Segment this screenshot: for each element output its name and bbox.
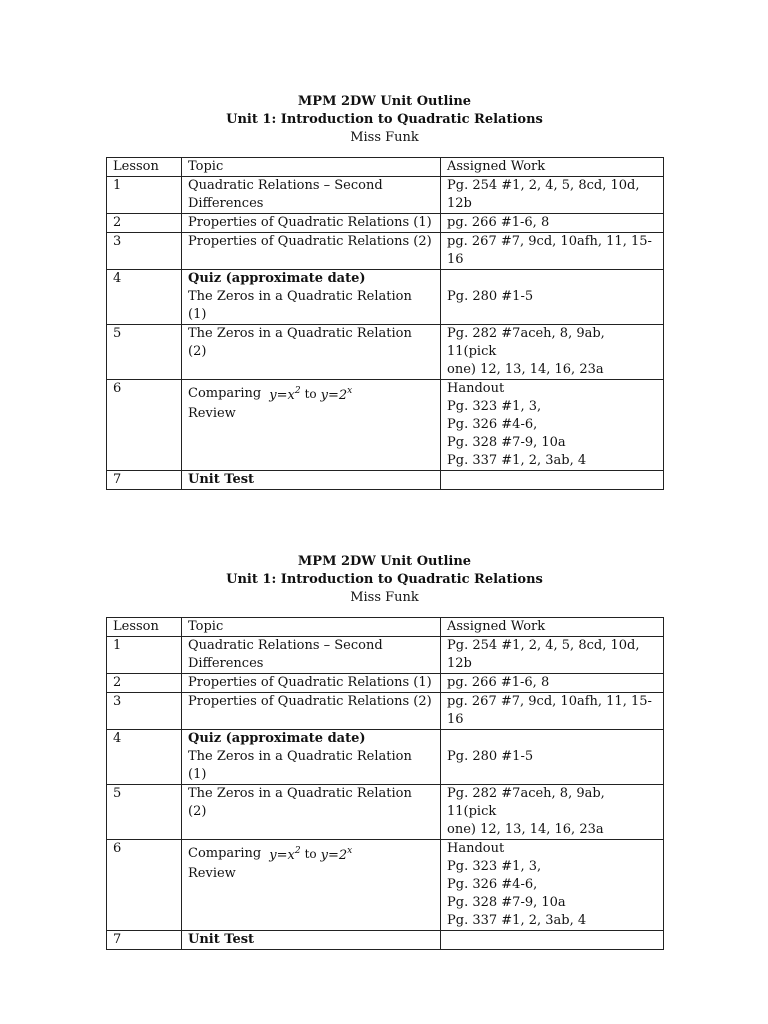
assigned-work: Pg. 254 #1, 2, 4, 5, 8cd, 10d, 12b: [441, 177, 664, 214]
header-assigned-work: Assigned Work: [441, 618, 664, 637]
table-row: [107, 233, 664, 270]
assigned-work: Pg. 326 #4-6,: [447, 417, 538, 432]
exponential-equation: $y=2^x$: [320, 386, 353, 403]
header-topic: Topic: [182, 158, 441, 177]
assigned-work: Pg. 282 #7aceh, 8, 9ab, 11(pick: [447, 326, 605, 359]
unit-outline-2: [106, 553, 663, 950]
assigned-work: Pg. 337 #1, 2, 3ab, 4: [447, 913, 587, 928]
assigned-work: pg. 267 #7, 9cd, 10afh, 11, 15-: [447, 234, 652, 249]
lesson-number: 2: [107, 214, 182, 233]
review-label: Review: [188, 406, 236, 421]
assigned-work: Pg. 326 #4-6,: [447, 877, 538, 892]
table-header-row: [107, 158, 664, 177]
teacher-name: Miss Funk: [350, 130, 419, 145]
comparison-equation: [188, 382, 434, 405]
table-row: [107, 637, 664, 674]
to-label: to: [304, 846, 317, 861]
table-header-row: [107, 618, 664, 637]
table-row: [107, 674, 664, 693]
assigned-work: [441, 471, 664, 490]
assigned-work: one) 12, 13, 14, 16, 23a: [447, 822, 604, 837]
lesson-number: 7: [107, 471, 182, 490]
topic-text: Properties of Quadratic Relations (2): [182, 693, 441, 730]
lesson-number: 4: [107, 270, 182, 325]
comparing-label: Comparing: [188, 845, 262, 861]
header-topic: Topic: [182, 618, 441, 637]
unit-title: Unit 1: Introduction to Quadratic Relations: [226, 112, 543, 127]
assigned-work: [441, 931, 664, 950]
topic-cell: [182, 730, 441, 785]
unit-test-label: Unit Test: [182, 471, 441, 490]
outline-title: MPM 2DW Unit Outline: [297, 94, 472, 109]
header-assigned-work: Assigned Work: [441, 158, 664, 177]
lesson-number: 1: [107, 637, 182, 674]
assigned-work: Pg. 328 #7-9, 10a: [447, 435, 566, 450]
topic-text: The Zeros in a Quadratic Relation (2): [182, 785, 441, 840]
lesson-number: 3: [107, 233, 182, 270]
table-row: [107, 214, 664, 233]
lesson-number: 5: [107, 785, 182, 840]
topic-cell: [182, 637, 441, 674]
assigned-work: one) 12, 13, 14, 16, 23a: [447, 362, 604, 377]
topic-cell: [182, 840, 441, 931]
assigned-work: Pg. 280 #1-5: [447, 289, 534, 304]
topic-text: The Zeros in a Quadratic Relation (1): [188, 749, 412, 782]
quadratic-equation: $y=x^2$: [269, 386, 301, 403]
lesson-number: 3: [107, 693, 182, 730]
header-lesson: Lesson: [107, 618, 182, 637]
assigned-work-cell: [441, 730, 664, 785]
lesson-number: 6: [107, 840, 182, 931]
quiz-label: Quiz (approximate date): [188, 271, 366, 286]
assigned-work: pg. 266 #1-6, 8: [441, 214, 664, 233]
assigned-work: pg. 267 #7, 9cd, 10afh, 11, 15-: [447, 694, 652, 709]
quadratic-equation: $y=x^2$: [269, 846, 301, 863]
assigned-work: Pg. 282 #7aceh, 8, 9ab, 11(pick: [447, 786, 605, 819]
review-label: Review: [188, 866, 236, 881]
lesson-number: 1: [107, 177, 182, 214]
lesson-number: 7: [107, 931, 182, 950]
assigned-work-cell: [441, 325, 664, 380]
topic-text: Differences: [188, 656, 264, 671]
unit-title: Unit 1: Introduction to Quadratic Relations: [226, 572, 543, 587]
topic-text: Properties of Quadratic Relations (1): [182, 214, 441, 233]
table-row: [107, 270, 664, 325]
comparing-label: Comparing: [188, 385, 262, 401]
topic-text: The Zeros in a Quadratic Relation (2): [182, 325, 441, 380]
table-row: [107, 325, 664, 380]
topic-cell: [182, 270, 441, 325]
assigned-work-cell: [441, 380, 664, 471]
comparison-equation: [188, 842, 434, 865]
table-row: [107, 840, 664, 931]
assigned-work: 16: [447, 252, 464, 267]
table-row: [107, 785, 664, 840]
unit-test-label: Unit Test: [182, 931, 441, 950]
topic-cell: [182, 380, 441, 471]
unit-outline-1: [106, 93, 663, 490]
topic-text: Quadratic Relations – Second: [188, 178, 383, 193]
assigned-work: Pg. 328 #7-9, 10a: [447, 895, 566, 910]
quiz-label: Quiz (approximate date): [188, 731, 366, 746]
table-row: [107, 931, 664, 950]
assigned-work-cell: [441, 693, 664, 730]
topic-text: Properties of Quadratic Relations (2): [182, 233, 441, 270]
exponential-equation: $y=2^x$: [320, 846, 353, 863]
lesson-number: 6: [107, 380, 182, 471]
assigned-work: 16: [447, 712, 464, 727]
assigned-work: Pg. 254 #1, 2, 4, 5, 8cd, 10d, 12b: [441, 637, 664, 674]
topic-text: Properties of Quadratic Relations (1): [182, 674, 441, 693]
assigned-work: Pg. 280 #1-5: [447, 749, 534, 764]
lesson-table: [106, 617, 664, 950]
header-lesson: Lesson: [107, 158, 182, 177]
table-row: [107, 177, 664, 214]
lesson-table: [106, 157, 664, 490]
outline-header: [106, 93, 663, 147]
assigned-work-cell: [441, 840, 664, 931]
assigned-work: Pg. 323 #1, 3,: [447, 859, 542, 874]
topic-text: Differences: [188, 196, 264, 211]
lesson-number: 5: [107, 325, 182, 380]
table-row: [107, 730, 664, 785]
assigned-work-cell: [441, 233, 664, 270]
outline-title: MPM 2DW Unit Outline: [297, 554, 472, 569]
lesson-number: 4: [107, 730, 182, 785]
assigned-work-cell: [441, 785, 664, 840]
assigned-work: Handout: [447, 381, 505, 396]
assigned-work: Pg. 323 #1, 3,: [447, 399, 542, 414]
lesson-number: 2: [107, 674, 182, 693]
topic-text: Quadratic Relations – Second: [188, 638, 383, 653]
table-row: [107, 380, 664, 471]
assigned-work-cell: [441, 270, 664, 325]
assigned-work: Pg. 337 #1, 2, 3ab, 4: [447, 453, 587, 468]
teacher-name: Miss Funk: [350, 590, 419, 605]
outline-header: [106, 553, 663, 607]
assigned-work: pg. 266 #1-6, 8: [441, 674, 664, 693]
topic-cell: [182, 177, 441, 214]
to-label: to: [304, 386, 317, 401]
table-row: [107, 471, 664, 490]
topic-text: The Zeros in a Quadratic Relation (1): [188, 289, 412, 322]
assigned-work: Handout: [447, 841, 505, 856]
table-row: [107, 693, 664, 730]
